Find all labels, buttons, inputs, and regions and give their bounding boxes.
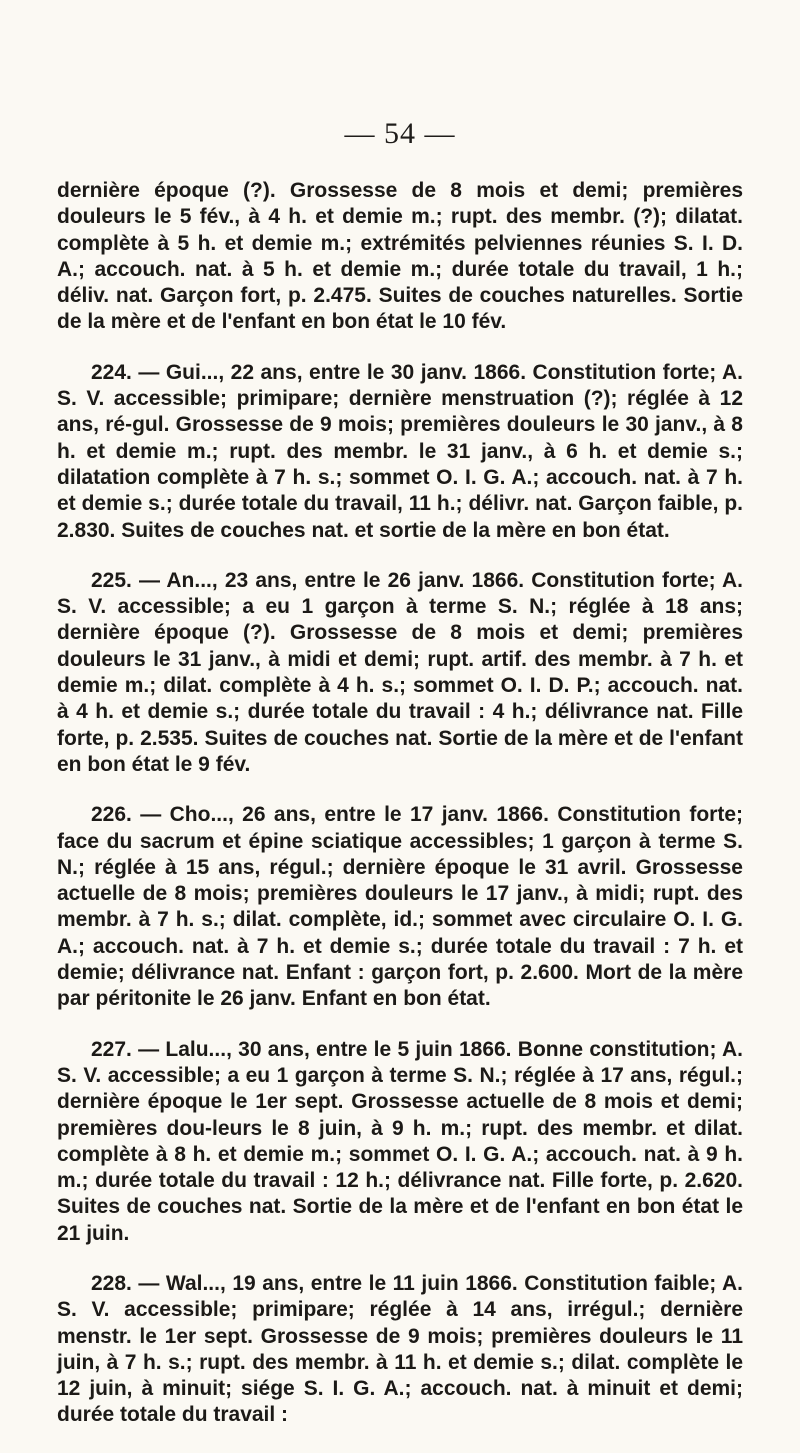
paragraph-continuation: dernière époque (?). Grossesse de 8 mois et demi; premières douleurs le 5 fév., à 4 h. et demie m.; rupt. des membr. (?); dilatat. complète à 5 h. et demie m.; extrémités pelviennes réunies S. I. D. A.; accouch. nat. à 5 h. et demie m.; durée totale du travail, 1 h.; déliv. nat. Garçon fort, p. 2.475. Suites de couches naturelles. Sortie de la mère et de l'enfant en bon état le 10 fév.	[57, 179, 743, 334]
paragraph-entry-225: 225. — An..., 23 ans, entre le 26 janv. 1866. Constitution forte; A. S. V. accessible; a eu 1 garçon à terme S. N.; réglée à 18 ans; dernière époque (?). Grossesse de 8 mois et demi; premières douleurs le 31 janv., à midi et demi; rupt. artif. des membr. à 7 h. et demie m.; dilat. complète à 4 h. s.; sommet O. I. D. P.; accouch. nat. à 4 h. et demie s.; durée totale du travail : 4 h.; délivrance nat. Fille forte, p. 2.535. Suites de couches nat. Sortie de la mère et de l'enfant en bon état le 9 fév.	[57, 568, 743, 776]
paragraph-entry-226: 226. — Cho..., 26 ans, entre le 17 janv. 1866. Constitution forte; face du sacrum et épine sciatique accessibles; 1 garçon à terme S. N.; réglée à 15 ans, régul.; dernière époque le 31 avril. Grossesse actuelle de 8 mois; premières douleurs le 17 janv., à midi; rupt. des membr. à 7 h. s.; dilat. complète, id.; sommet avec circulaire O. I. G. A.; accouch. nat. à 7 h. et demie s.; durée totale du travail : 7 h. et demie; délivrance nat. Enfant : garçon fort, p. 2.600. Mort de la mère par péritonite le 26 janv. Enfant en bon état.	[57, 803, 743, 1011]
paragraph-entry-227: 227. — Lalu..., 30 ans, entre le 5 juin 1866. Bonne constitution; A. S. V. accessible; a eu 1 garçon à terme S. N.; réglée à 17 ans, régul.; dernière époque le 1er sept. Grossesse actuelle de 8 mois et demi; premières dou-leurs le 8 juin, à 9 h. m.; rupt. des membr. et dilat. complète à 8 h. et demie m.; sommet O. I. G. A.; accouch. nat. à 9 h. m.; durée totale du travail : 12 h.; délivrance nat. Fille forte, p. 2.620. Suites de couches nat. Sortie de la mère et de l'enfant en bon état le 21 juin.	[57, 1037, 743, 1245]
paragraph-entry-228: 228. — Wal..., 19 ans, entre le 11 juin 1866. Constitution faible; A. S. V. accessible; primipare; réglée à 14 ans, irrégul.; dernière menstr. le 1er sept. Grossesse de 9 mois; premières douleurs le 11 juin, à 7 h. s.; rupt. des membr. à 11 h. et demie s.; dilat. complète le 12 juin, à minuit; siége S. I. G. A.; accouch. nat. à minuit et demi; durée totale du travail :	[57, 1271, 743, 1427]
paragraph-entry-224: 224. — Gui..., 22 ans, entre le 30 janv. 1866. Constitution forte; A. S. V. accessible; primipare; dernière menstruation (?); réglée à 12 ans, ré-gul. Grossesse de 9 mois; premières douleurs le 30 janv., à 8 h. et demie m.; rupt. des membr. le 31 janv., à 6 h. et demie s.; dilatation complète à 7 h. s.; sommet O. I. G. A.; accouch. nat. à 7 h. et demie s.; durée totale du travail, 11 h.; délivr. nat. Garçon faible, p. 2.830. Suites de couches nat. et sortie de la mère en bon état.	[57, 360, 743, 542]
body-text	[57, 178, 743, 1453]
page-number: — 54 —	[344, 117, 456, 150]
